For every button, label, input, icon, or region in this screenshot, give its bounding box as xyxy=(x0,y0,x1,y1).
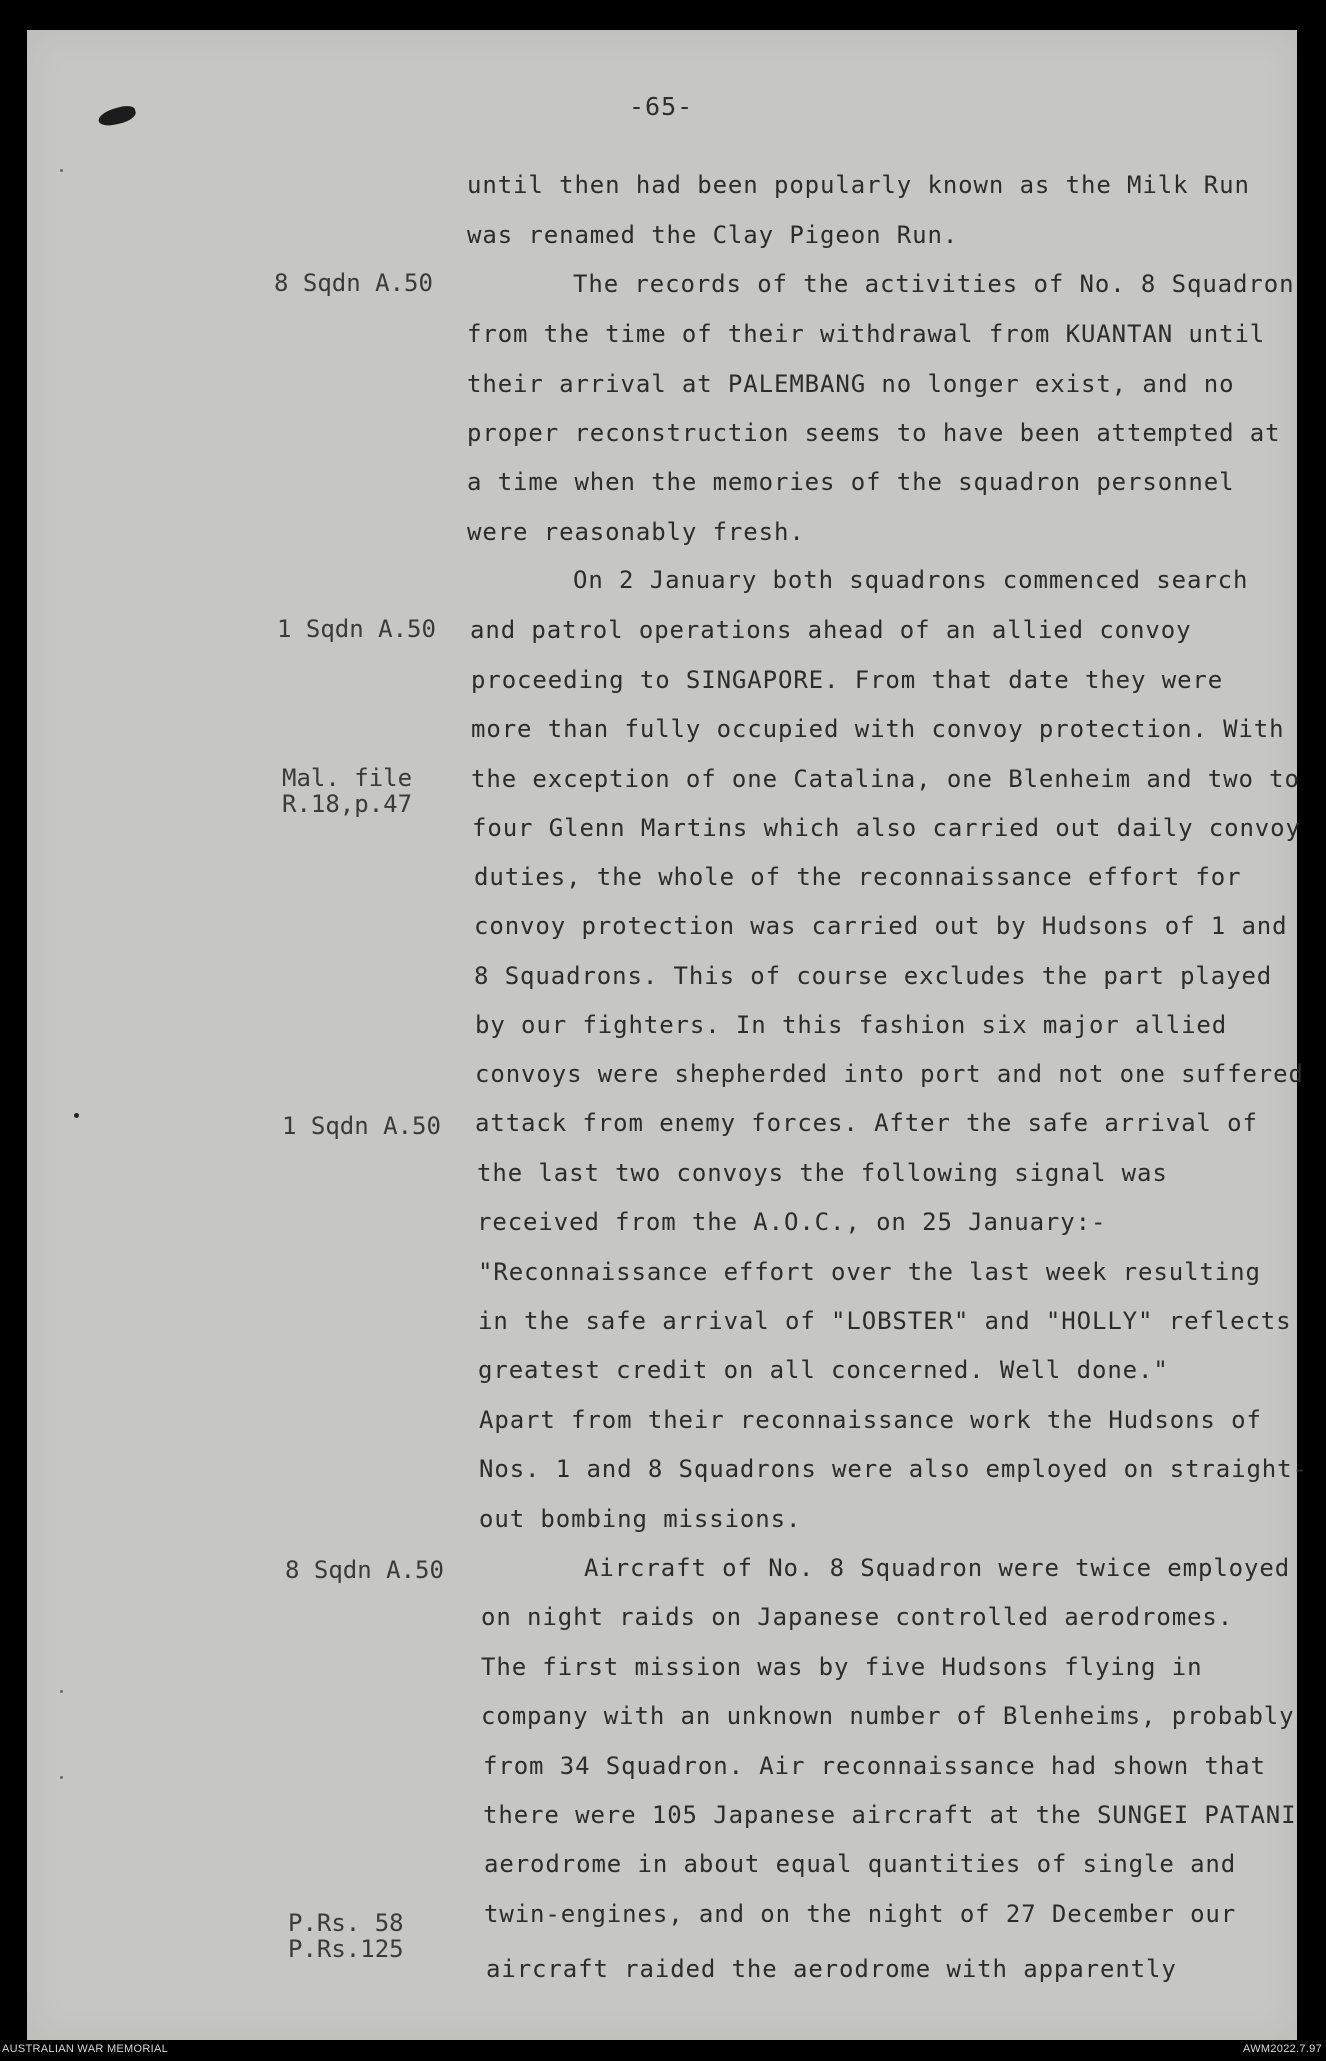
body-line: duties, the whole of the reconnaissance effort for xyxy=(474,863,1242,891)
body-line: convoys were shepherded into port and not one suffered xyxy=(475,1060,1304,1088)
body-line: Nos. 1 and 8 Squadrons were also employed on straight- xyxy=(479,1455,1308,1483)
binding-hole-mark xyxy=(60,169,63,172)
margin-reference-line: 1 Sqdn A.50 xyxy=(277,615,436,643)
margin-reference xyxy=(282,1113,441,1139)
body-line: aircraft raided the aerodrome with apparently xyxy=(486,1955,1177,1983)
margin-reference-line: Mal. file xyxy=(282,764,413,792)
body-line: attack from enemy forces. After the safe arrival of xyxy=(475,1109,1258,1137)
body-line: twin-engines, and on the night of 27 December our xyxy=(484,1900,1237,1928)
margin-reference-line: 1 Sqdn A.50 xyxy=(282,1112,441,1140)
body-line: Apart from their reconnaissance work the Hudsons of xyxy=(479,1406,1262,1434)
body-line: were reasonably fresh. xyxy=(467,518,805,546)
body-line: the exception of one Catalina, one Blenheim and two to xyxy=(471,765,1300,793)
body-line: was renamed the Clay Pigeon Run. xyxy=(467,221,959,249)
body-line: a time when the memories of the squadron personnel xyxy=(467,468,1235,496)
body-line: the last two convoys the following signal was xyxy=(477,1159,1168,1187)
binding-hole-mark xyxy=(74,1113,79,1118)
body-line: in the safe arrival of "LOBSTER" and "HOLLY" reflects xyxy=(478,1307,1292,1335)
body-line: convoy protection was carried out by Hudsons of 1 and xyxy=(474,912,1288,940)
body-line: from the time of their withdrawal from KUANTAN until xyxy=(467,320,1266,348)
archive-reference: AWM2022.7.97 xyxy=(1242,2043,1322,2055)
body-line: by our fighters. In this fashion six major allied xyxy=(475,1011,1228,1039)
body-line: out bombing missions. xyxy=(479,1505,802,1533)
body-line: proper reconstruction seems to have been attempted at xyxy=(467,419,1281,447)
margin-reference xyxy=(277,616,436,642)
margin-reference-line: P.Rs.125 xyxy=(288,1935,404,1963)
body-line: until then had been popularly known as the Milk Run xyxy=(467,171,1250,199)
body-line: their arrival at PALEMBANG no longer exist, and no xyxy=(467,370,1235,398)
margin-reference-line: P.Rs. 58 xyxy=(288,1909,404,1937)
body-line: Aircraft of No. 8 Squadron were twice employed xyxy=(584,1554,1291,1582)
body-line: on night raids on Japanese controlled aerodromes. xyxy=(481,1603,1234,1631)
archive-credit: AUSTRALIAN WAR MEMORIAL xyxy=(2,2043,169,2055)
body-line: more than fully occupied with convoy protection. With xyxy=(471,715,1285,743)
body-line: The first mission was by five Hudsons flying in xyxy=(481,1653,1203,1681)
body-line: 8 Squadrons. This of course excludes the part played xyxy=(474,962,1273,990)
margin-reference xyxy=(288,1910,404,1962)
margin-reference-line: 8 Sqdn A.50 xyxy=(285,1556,444,1584)
body-line: there were 105 Japanese aircraft at the SUNGEI PATANI xyxy=(483,1801,1297,1829)
body-line: from 34 Squadron. Air reconnaissance had shown that xyxy=(483,1752,1266,1780)
margin-reference xyxy=(282,765,412,817)
margin-reference-line: 8 Sqdn A.50 xyxy=(274,269,433,297)
binding-hole-mark xyxy=(60,1776,63,1779)
body-line: and patrol operations ahead of an allied convoy xyxy=(470,616,1192,644)
page-number: -65- xyxy=(629,92,694,121)
body-line: The records of the activities of No. 8 Squadron xyxy=(573,270,1295,298)
body-line: On 2 January both squadrons commenced search xyxy=(573,566,1249,594)
body-line: "Reconnaissance effort over the last week resulting xyxy=(478,1258,1261,1286)
binding-hole-mark xyxy=(60,1690,63,1693)
body-line: proceeding to SINGAPORE. From that date they were xyxy=(471,666,1224,694)
body-line: aerodrome in about equal quantities of single and xyxy=(484,1850,1237,1878)
body-line: four Glenn Martins which also carried out daily convoy xyxy=(472,814,1301,842)
margin-reference xyxy=(285,1557,444,1583)
margin-reference-line: R.18,p.47 xyxy=(282,790,413,818)
body-line: greatest credit on all concerned. Well done." xyxy=(478,1356,1169,1384)
body-line: company with an unknown number of Blenheims, probably xyxy=(481,1702,1295,1730)
margin-reference xyxy=(274,270,433,296)
body-line: received from the A.O.C., on 25 January:- xyxy=(477,1208,1107,1236)
